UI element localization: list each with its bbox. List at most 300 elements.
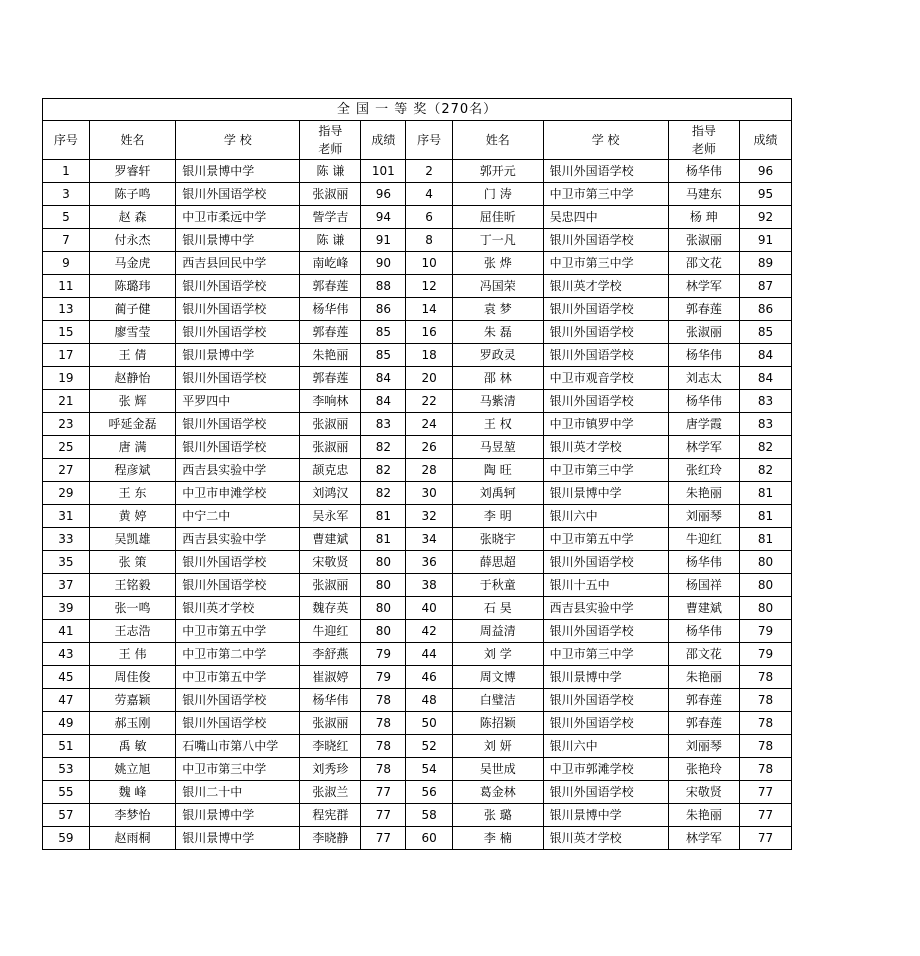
name-cell: 唐 满 <box>89 436 175 459</box>
header-teacher-line1: 指导 <box>691 124 716 138</box>
seq-cell: 10 <box>406 252 453 275</box>
teacher-cell: 刘志太 <box>668 367 739 390</box>
seq-cell: 16 <box>406 321 453 344</box>
score-cell: 96 <box>361 183 406 206</box>
name-cell: 刘 学 <box>453 643 544 666</box>
teacher-cell: 刘丽琴 <box>668 735 739 758</box>
score-cell: 77 <box>361 827 406 850</box>
teacher-cell: 南屹峰 <box>300 252 361 275</box>
seq-cell: 48 <box>406 689 453 712</box>
seq-cell: 20 <box>406 367 453 390</box>
award-table <box>42 98 792 850</box>
score-cell: 85 <box>361 321 406 344</box>
table-row <box>43 735 792 758</box>
teacher-cell: 林学军 <box>668 436 739 459</box>
header-name-right: 姓名 <box>453 121 544 160</box>
name-cell: 张 辉 <box>89 390 175 413</box>
name-cell: 马金虎 <box>89 252 175 275</box>
seq-cell: 54 <box>406 758 453 781</box>
seq-cell: 27 <box>43 459 90 482</box>
score-cell: 77 <box>361 781 406 804</box>
name-cell: 邵 林 <box>453 367 544 390</box>
teacher-cell: 郭春莲 <box>668 689 739 712</box>
teacher-cell: 宋敬贤 <box>668 781 739 804</box>
school-cell: 银川外国语学校 <box>176 275 300 298</box>
name-cell: 蔺子健 <box>89 298 175 321</box>
school-cell: 银川景博中学 <box>176 804 300 827</box>
table-row <box>43 597 792 620</box>
school-cell: 中卫市镇罗中学 <box>543 413 668 436</box>
seq-cell: 55 <box>43 781 90 804</box>
teacher-cell: 刘鸿汉 <box>300 482 361 505</box>
teacher-cell: 张淑兰 <box>300 781 361 804</box>
seq-cell: 52 <box>406 735 453 758</box>
school-cell: 银川外国语学校 <box>176 712 300 735</box>
table-row <box>43 643 792 666</box>
teacher-cell: 朱艳丽 <box>668 804 739 827</box>
name-cell: 陶 旺 <box>453 459 544 482</box>
name-cell: 赵 森 <box>89 206 175 229</box>
score-cell: 82 <box>361 459 406 482</box>
header-teacher-right <box>668 121 739 160</box>
seq-cell: 51 <box>43 735 90 758</box>
teacher-cell: 刘丽琴 <box>668 505 739 528</box>
teacher-cell: 张淑丽 <box>300 413 361 436</box>
school-cell: 中卫市观音学校 <box>543 367 668 390</box>
school-cell: 银川外国语学校 <box>543 229 668 252</box>
teacher-cell: 张淑丽 <box>300 574 361 597</box>
header-seq-right: 序号 <box>406 121 453 160</box>
teacher-cell: 杨华伟 <box>300 689 361 712</box>
header-school-left: 学 校 <box>176 121 300 160</box>
name-cell: 禹 敏 <box>89 735 175 758</box>
teacher-cell: 杨华伟 <box>668 160 739 183</box>
score-cell: 91 <box>739 229 791 252</box>
school-cell: 银川英才学校 <box>543 436 668 459</box>
seq-cell: 23 <box>43 413 90 436</box>
score-cell: 82 <box>739 436 791 459</box>
teacher-cell: 郭春莲 <box>300 275 361 298</box>
score-cell: 86 <box>739 298 791 321</box>
table-row <box>43 413 792 436</box>
table-row <box>43 160 792 183</box>
seq-cell: 47 <box>43 689 90 712</box>
table-row <box>43 620 792 643</box>
name-cell: 张一鸣 <box>89 597 175 620</box>
header-school-right: 学 校 <box>543 121 668 160</box>
school-cell: 银川六中 <box>543 735 668 758</box>
seq-cell: 35 <box>43 551 90 574</box>
teacher-cell: 杨华伟 <box>668 551 739 574</box>
teacher-cell: 郭春莲 <box>668 298 739 321</box>
school-cell: 中卫市第三中学 <box>176 758 300 781</box>
seq-cell: 5 <box>43 206 90 229</box>
name-cell: 王 东 <box>89 482 175 505</box>
table-row <box>43 390 792 413</box>
score-cell: 96 <box>739 160 791 183</box>
score-cell: 83 <box>739 390 791 413</box>
score-cell: 78 <box>361 689 406 712</box>
seq-cell: 4 <box>406 183 453 206</box>
score-cell: 86 <box>361 298 406 321</box>
table-row <box>43 574 792 597</box>
seq-cell: 26 <box>406 436 453 459</box>
school-cell: 银川英才学校 <box>543 827 668 850</box>
teacher-cell: 曹建斌 <box>668 597 739 620</box>
header-row <box>43 121 792 160</box>
score-cell: 78 <box>361 735 406 758</box>
table-row <box>43 804 792 827</box>
name-cell: 张 烨 <box>453 252 544 275</box>
score-cell: 85 <box>361 344 406 367</box>
school-cell: 平罗四中 <box>176 390 300 413</box>
name-cell: 王 伟 <box>89 643 175 666</box>
school-cell: 银川景博中学 <box>543 804 668 827</box>
seq-cell: 19 <box>43 367 90 390</box>
school-cell: 银川外国语学校 <box>543 298 668 321</box>
header-teacher-line2: 老师 <box>318 142 343 156</box>
name-cell: 罗政灵 <box>453 344 544 367</box>
score-cell: 81 <box>739 528 791 551</box>
seq-cell: 31 <box>43 505 90 528</box>
table-title: 全 国 一 等 奖（270名） <box>43 99 792 121</box>
name-cell: 马紫清 <box>453 390 544 413</box>
school-cell: 银川外国语学校 <box>543 390 668 413</box>
name-cell: 呼延金磊 <box>89 413 175 436</box>
score-cell: 78 <box>739 666 791 689</box>
school-cell: 银川二十中 <box>176 781 300 804</box>
name-cell: 薛思超 <box>453 551 544 574</box>
teacher-cell: 魏存英 <box>300 597 361 620</box>
name-cell: 王 权 <box>453 413 544 436</box>
school-cell: 中卫市第三中学 <box>543 252 668 275</box>
score-cell: 80 <box>361 597 406 620</box>
teacher-cell: 唐学霞 <box>668 413 739 436</box>
seq-cell: 56 <box>406 781 453 804</box>
title-row <box>43 99 792 121</box>
name-cell: 陈璐玮 <box>89 275 175 298</box>
teacher-cell: 李晓静 <box>300 827 361 850</box>
teacher-cell: 张艳玲 <box>668 758 739 781</box>
school-cell: 中宁二中 <box>176 505 300 528</box>
score-cell: 79 <box>739 643 791 666</box>
seq-cell: 43 <box>43 643 90 666</box>
teacher-cell: 崔淑婷 <box>300 666 361 689</box>
name-cell: 张晓宇 <box>453 528 544 551</box>
teacher-cell: 林学军 <box>668 275 739 298</box>
school-cell: 中卫市第五中学 <box>176 620 300 643</box>
seq-cell: 1 <box>43 160 90 183</box>
name-cell: 葛金林 <box>453 781 544 804</box>
teacher-cell: 朱艳丽 <box>300 344 361 367</box>
teacher-cell: 郭春莲 <box>668 712 739 735</box>
table-row <box>43 781 792 804</box>
score-cell: 78 <box>361 758 406 781</box>
name-cell: 姚立旭 <box>89 758 175 781</box>
score-cell: 82 <box>361 436 406 459</box>
teacher-cell: 杨华伟 <box>668 390 739 413</box>
seq-cell: 53 <box>43 758 90 781</box>
table-row <box>43 321 792 344</box>
score-cell: 82 <box>739 459 791 482</box>
name-cell: 刘禹轲 <box>453 482 544 505</box>
school-cell: 西吉县回民中学 <box>176 252 300 275</box>
name-cell: 王铭毅 <box>89 574 175 597</box>
seq-cell: 3 <box>43 183 90 206</box>
teacher-cell: 邵文花 <box>668 643 739 666</box>
seq-cell: 22 <box>406 390 453 413</box>
seq-cell: 37 <box>43 574 90 597</box>
score-cell: 80 <box>361 620 406 643</box>
school-cell: 中卫市申滩学校 <box>176 482 300 505</box>
seq-cell: 46 <box>406 666 453 689</box>
score-cell: 77 <box>739 827 791 850</box>
name-cell: 李 楠 <box>453 827 544 850</box>
score-cell: 79 <box>361 643 406 666</box>
score-cell: 90 <box>361 252 406 275</box>
header-teacher-line2: 老师 <box>691 142 716 156</box>
name-cell: 石 昊 <box>453 597 544 620</box>
seq-cell: 41 <box>43 620 90 643</box>
teacher-cell: 程宪群 <box>300 804 361 827</box>
school-cell: 西吉县实验中学 <box>176 528 300 551</box>
score-cell: 88 <box>361 275 406 298</box>
teacher-cell: 郭春莲 <box>300 321 361 344</box>
seq-cell: 39 <box>43 597 90 620</box>
seq-cell: 36 <box>406 551 453 574</box>
school-cell: 银川景博中学 <box>176 344 300 367</box>
score-cell: 84 <box>361 367 406 390</box>
school-cell: 银川外国语学校 <box>543 321 668 344</box>
seq-cell: 49 <box>43 712 90 735</box>
score-cell: 84 <box>739 344 791 367</box>
teacher-cell: 邵文花 <box>668 252 739 275</box>
score-cell: 77 <box>739 804 791 827</box>
table-row <box>43 459 792 482</box>
seq-cell: 32 <box>406 505 453 528</box>
school-cell: 银川英才学校 <box>543 275 668 298</box>
school-cell: 银川景博中学 <box>543 666 668 689</box>
score-cell: 81 <box>739 505 791 528</box>
score-cell: 101 <box>361 160 406 183</box>
school-cell: 银川外国语学校 <box>176 689 300 712</box>
seq-cell: 30 <box>406 482 453 505</box>
teacher-cell: 朱艳丽 <box>668 482 739 505</box>
name-cell: 吴凯雄 <box>89 528 175 551</box>
table-row <box>43 758 792 781</box>
teacher-cell: 杨华伟 <box>668 620 739 643</box>
score-cell: 78 <box>361 712 406 735</box>
score-cell: 79 <box>739 620 791 643</box>
school-cell: 银川外国语学校 <box>176 321 300 344</box>
score-cell: 77 <box>361 804 406 827</box>
teacher-cell: 张淑丽 <box>300 712 361 735</box>
header-name-left: 姓名 <box>89 121 175 160</box>
school-cell: 银川景博中学 <box>176 229 300 252</box>
school-cell: 中卫市第五中学 <box>543 528 668 551</box>
teacher-cell: 訾学吉 <box>300 206 361 229</box>
school-cell: 银川景博中学 <box>176 160 300 183</box>
teacher-cell: 陈 谦 <box>300 229 361 252</box>
school-cell: 银川外国语学校 <box>543 781 668 804</box>
school-cell: 银川外国语学校 <box>543 712 668 735</box>
teacher-cell: 杨华伟 <box>668 344 739 367</box>
name-cell: 郝玉刚 <box>89 712 175 735</box>
name-cell: 周佳俊 <box>89 666 175 689</box>
table-row <box>43 482 792 505</box>
score-cell: 81 <box>361 505 406 528</box>
teacher-cell: 宋敬贤 <box>300 551 361 574</box>
seq-cell: 13 <box>43 298 90 321</box>
table-row <box>43 712 792 735</box>
school-cell: 银川英才学校 <box>176 597 300 620</box>
table-row <box>43 551 792 574</box>
header-score-left: 成绩 <box>361 121 406 160</box>
school-cell: 中卫市郭滩学校 <box>543 758 668 781</box>
teacher-cell: 牛迎红 <box>300 620 361 643</box>
score-cell: 95 <box>739 183 791 206</box>
teacher-cell: 杨国祥 <box>668 574 739 597</box>
teacher-cell: 牛迎红 <box>668 528 739 551</box>
name-cell: 朱 磊 <box>453 321 544 344</box>
seq-cell: 8 <box>406 229 453 252</box>
table-row <box>43 689 792 712</box>
school-cell: 中卫市第三中学 <box>543 643 668 666</box>
seq-cell: 9 <box>43 252 90 275</box>
name-cell: 王志浩 <box>89 620 175 643</box>
school-cell: 中卫市第二中学 <box>176 643 300 666</box>
seq-cell: 15 <box>43 321 90 344</box>
seq-cell: 2 <box>406 160 453 183</box>
name-cell: 郭开元 <box>453 160 544 183</box>
teacher-cell: 朱艳丽 <box>668 666 739 689</box>
name-cell: 付永杰 <box>89 229 175 252</box>
score-cell: 80 <box>361 551 406 574</box>
score-cell: 82 <box>361 482 406 505</box>
score-cell: 83 <box>739 413 791 436</box>
seq-cell: 24 <box>406 413 453 436</box>
name-cell: 劳嘉颖 <box>89 689 175 712</box>
name-cell: 刘 妍 <box>453 735 544 758</box>
teacher-cell: 张淑丽 <box>668 229 739 252</box>
name-cell: 张 策 <box>89 551 175 574</box>
score-cell: 83 <box>361 413 406 436</box>
header-score-right: 成绩 <box>739 121 791 160</box>
school-cell: 银川外国语学校 <box>543 344 668 367</box>
table-row <box>43 252 792 275</box>
school-cell: 银川外国语学校 <box>176 413 300 436</box>
school-cell: 银川外国语学校 <box>176 436 300 459</box>
name-cell: 罗睿轩 <box>89 160 175 183</box>
school-cell: 中卫市第三中学 <box>543 183 668 206</box>
score-cell: 80 <box>739 597 791 620</box>
name-cell: 张 璐 <box>453 804 544 827</box>
score-cell: 81 <box>361 528 406 551</box>
name-cell: 于秋童 <box>453 574 544 597</box>
school-cell: 银川外国语学校 <box>543 160 668 183</box>
school-cell: 银川外国语学校 <box>176 551 300 574</box>
seq-cell: 7 <box>43 229 90 252</box>
seq-cell: 12 <box>406 275 453 298</box>
seq-cell: 18 <box>406 344 453 367</box>
score-cell: 78 <box>739 689 791 712</box>
score-cell: 77 <box>739 781 791 804</box>
seq-cell: 58 <box>406 804 453 827</box>
seq-cell: 38 <box>406 574 453 597</box>
name-cell: 丁一凡 <box>453 229 544 252</box>
teacher-cell: 张红玲 <box>668 459 739 482</box>
school-cell: 银川外国语学校 <box>543 620 668 643</box>
teacher-cell: 林学军 <box>668 827 739 850</box>
school-cell: 银川外国语学校 <box>543 689 668 712</box>
teacher-cell: 马建东 <box>668 183 739 206</box>
name-cell: 程彦斌 <box>89 459 175 482</box>
name-cell: 周益清 <box>453 620 544 643</box>
name-cell: 陈招颖 <box>453 712 544 735</box>
header-seq-left: 序号 <box>43 121 90 160</box>
table-row <box>43 298 792 321</box>
name-cell: 马昱堃 <box>453 436 544 459</box>
score-cell: 85 <box>739 321 791 344</box>
school-cell: 银川景博中学 <box>543 482 668 505</box>
score-cell: 80 <box>739 551 791 574</box>
name-cell: 赵雨桐 <box>89 827 175 850</box>
seq-cell: 40 <box>406 597 453 620</box>
teacher-cell: 陈 谦 <box>300 160 361 183</box>
seq-cell: 57 <box>43 804 90 827</box>
school-cell: 中卫市第三中学 <box>543 459 668 482</box>
seq-cell: 6 <box>406 206 453 229</box>
name-cell: 周文博 <box>453 666 544 689</box>
school-cell: 银川外国语学校 <box>176 367 300 390</box>
seq-cell: 34 <box>406 528 453 551</box>
table-row <box>43 275 792 298</box>
teacher-cell: 张淑丽 <box>300 183 361 206</box>
seq-cell: 33 <box>43 528 90 551</box>
name-cell: 陈子鸣 <box>89 183 175 206</box>
teacher-cell: 杨 珅 <box>668 206 739 229</box>
teacher-cell: 张淑丽 <box>668 321 739 344</box>
table-row <box>43 344 792 367</box>
seq-cell: 45 <box>43 666 90 689</box>
table-row <box>43 206 792 229</box>
seq-cell: 14 <box>406 298 453 321</box>
school-cell: 西吉县实验中学 <box>176 459 300 482</box>
school-cell: 银川外国语学校 <box>543 551 668 574</box>
teacher-cell: 刘秀珍 <box>300 758 361 781</box>
score-cell: 79 <box>361 666 406 689</box>
teacher-cell: 郭春莲 <box>300 367 361 390</box>
score-cell: 80 <box>739 574 791 597</box>
name-cell: 李 明 <box>453 505 544 528</box>
header-teacher-left <box>300 121 361 160</box>
table-row <box>43 666 792 689</box>
school-cell: 石嘴山市第八中学 <box>176 735 300 758</box>
score-cell: 81 <box>739 482 791 505</box>
school-cell: 银川外国语学校 <box>176 298 300 321</box>
name-cell: 屈佳昕 <box>453 206 544 229</box>
teacher-cell: 曹建斌 <box>300 528 361 551</box>
seq-cell: 17 <box>43 344 90 367</box>
score-cell: 92 <box>739 206 791 229</box>
teacher-cell: 李舒燕 <box>300 643 361 666</box>
score-cell: 87 <box>739 275 791 298</box>
table-row <box>43 367 792 390</box>
seq-cell: 28 <box>406 459 453 482</box>
table-row <box>43 827 792 850</box>
seq-cell: 42 <box>406 620 453 643</box>
school-cell: 银川六中 <box>543 505 668 528</box>
